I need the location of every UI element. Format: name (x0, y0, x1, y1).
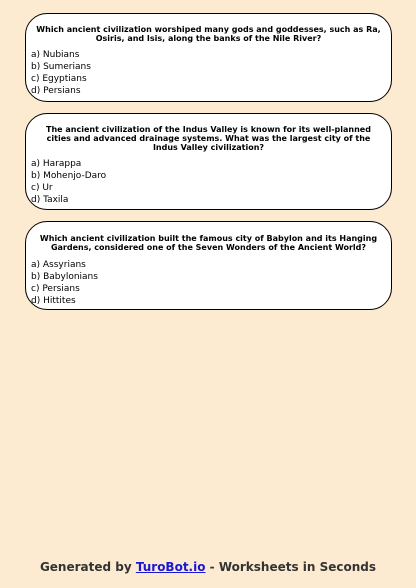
question-text: Which ancient civilization built the famous city of Babylon and its Hanging Gardens, considered one of the Seven Wonders of the Ancient World? (39, 234, 378, 252)
option-d: d) Taxila (31, 195, 69, 205)
option-list (26, 158, 391, 206)
option-c: c) Persians (31, 284, 80, 294)
question-text: Which ancient civilization worshiped many gods and goddesses, such as Ra, Osiris, and Isis, along the banks of the Nile River? (36, 25, 381, 43)
footer (0, 560, 416, 575)
question-card (25, 221, 392, 310)
option-b: b) Sumerians (31, 62, 91, 72)
footer-prefix: Generated by (39, 560, 136, 574)
option-d: d) Hittites (31, 296, 76, 306)
option-b: b) Babylonians (31, 272, 98, 282)
option-b: b) Mohenjo-Daro (31, 171, 107, 181)
question-text: The ancient civilization of the Indus Valley is known for its well-planned cities and advanced drainage systems. What was the largest city of the Indus Valley civilization? (46, 125, 371, 152)
option-c: c) Ur (31, 183, 53, 193)
option-d: d) Persians (31, 86, 81, 96)
option-list (26, 259, 391, 307)
option-a: a) Harappa (31, 159, 82, 169)
question-card (25, 113, 392, 210)
option-a: a) Nubians (31, 50, 80, 60)
question-card (25, 13, 392, 102)
option-c: c) Egyptians (31, 74, 87, 84)
footer-suffix: - Worksheets in Seconds (205, 560, 377, 574)
brand-link[interactable]: TuroBot.io (135, 560, 206, 574)
option-list (26, 49, 391, 97)
option-a: a) Assyrians (31, 260, 86, 270)
